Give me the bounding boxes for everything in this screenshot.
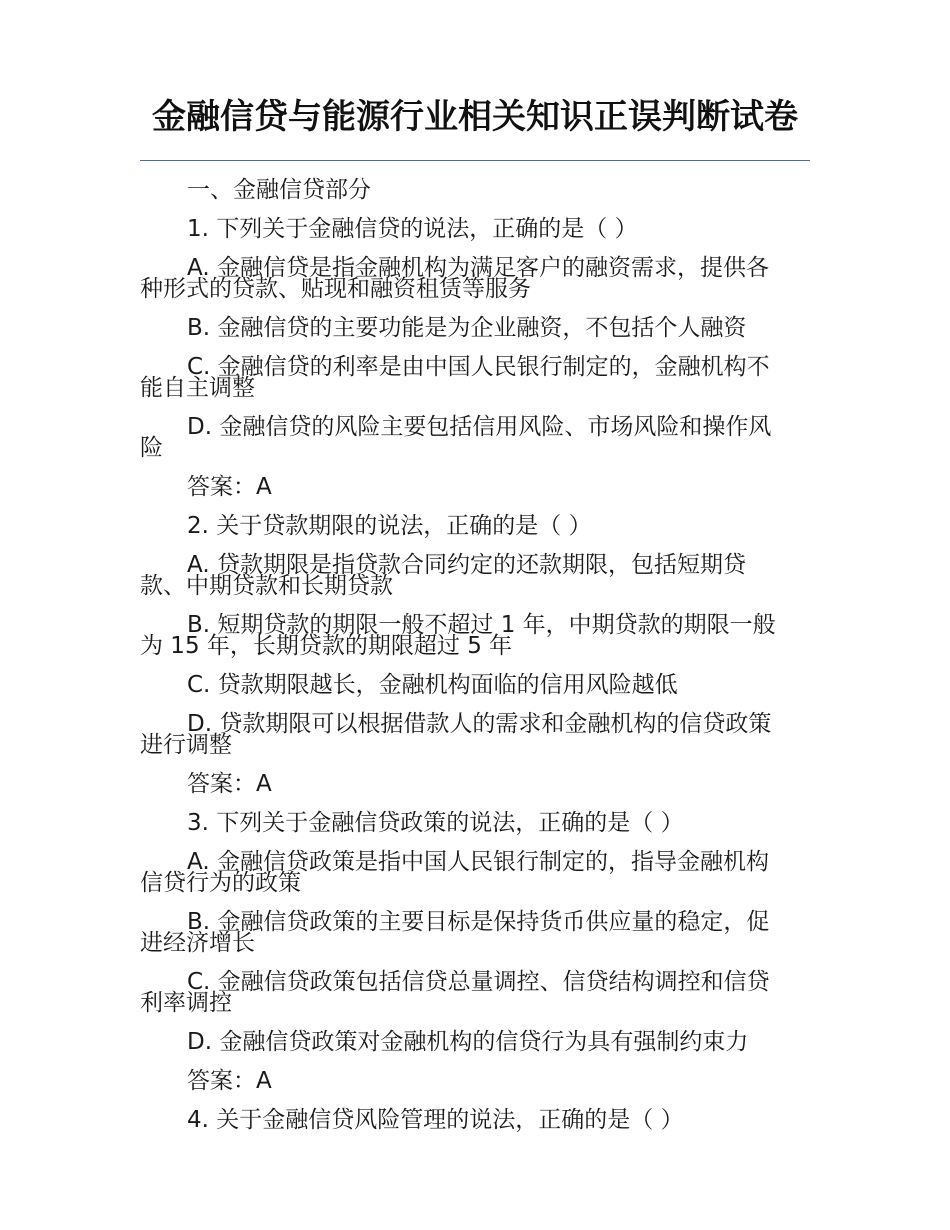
question-option: A. 贷款期限是指贷款合同约定的还款期限，包括短期贷款、中期贷款和长期贷款	[140, 552, 746, 599]
question-answer: 答案：A	[187, 771, 272, 797]
question-option: D. 贷款期限可以根据借款人的需求和金融机构的信贷政策进行调整	[140, 711, 772, 758]
document-body	[140, 177, 790, 1133]
question-stem: 1. 下列关于金融信贷的说法，正确的是（ ）	[187, 216, 638, 242]
question-option: A. 金融信贷政策是指中国人民银行制定的，指导金融机构信贷行为的政策	[140, 849, 769, 896]
question-stem: 4. 关于金融信贷风险管理的说法，正确的是（ ）	[187, 1107, 684, 1133]
question-answer: 答案：A	[187, 1068, 272, 1094]
question-option: C. 金融信贷政策包括信贷总量调控、信贷结构调控和信贷利率调控	[140, 969, 770, 1016]
document-title: 金融信贷与能源行业相关知识正误判断试卷	[152, 97, 798, 137]
question-answer: 答案：A	[187, 474, 272, 500]
question-option: C. 贷款期限越长，金融机构面临的信用风险越低	[187, 672, 678, 698]
question-option: A. 金融信贷是指金融机构为满足客户的融资需求，提供各种形式的贷款、贴现和融资租赁等服务	[140, 255, 769, 302]
question-option: B. 短期贷款的期限一般不超过 1 年，中期贷款的期限一般为 15 年，长期贷款的期限超过 5 年	[140, 612, 776, 659]
question-option: C. 金融信贷的利率是由中国人民银行制定的，金融机构不能自主调整	[140, 354, 770, 401]
section-heading: 一、金融信贷部分	[187, 177, 371, 203]
title-underline	[140, 160, 810, 161]
question-option: B. 金融信贷的主要功能是为企业融资，不包括个人融资	[187, 315, 747, 341]
question-stem: 2. 关于贷款期限的说法，正确的是（ ）	[187, 513, 592, 539]
question-option: D. 金融信贷政策对金融机构的信贷行为具有强制约束力	[187, 1029, 749, 1055]
question-stem: 3. 下列关于金融信贷政策的说法，正确的是（ ）	[187, 810, 684, 836]
question-option: B. 金融信贷政策的主要目标是保持货币供应量的稳定，促进经济增长	[140, 909, 770, 956]
question-option: D. 金融信贷的风险主要包括信用风险、市场风险和操作风险	[140, 414, 772, 461]
